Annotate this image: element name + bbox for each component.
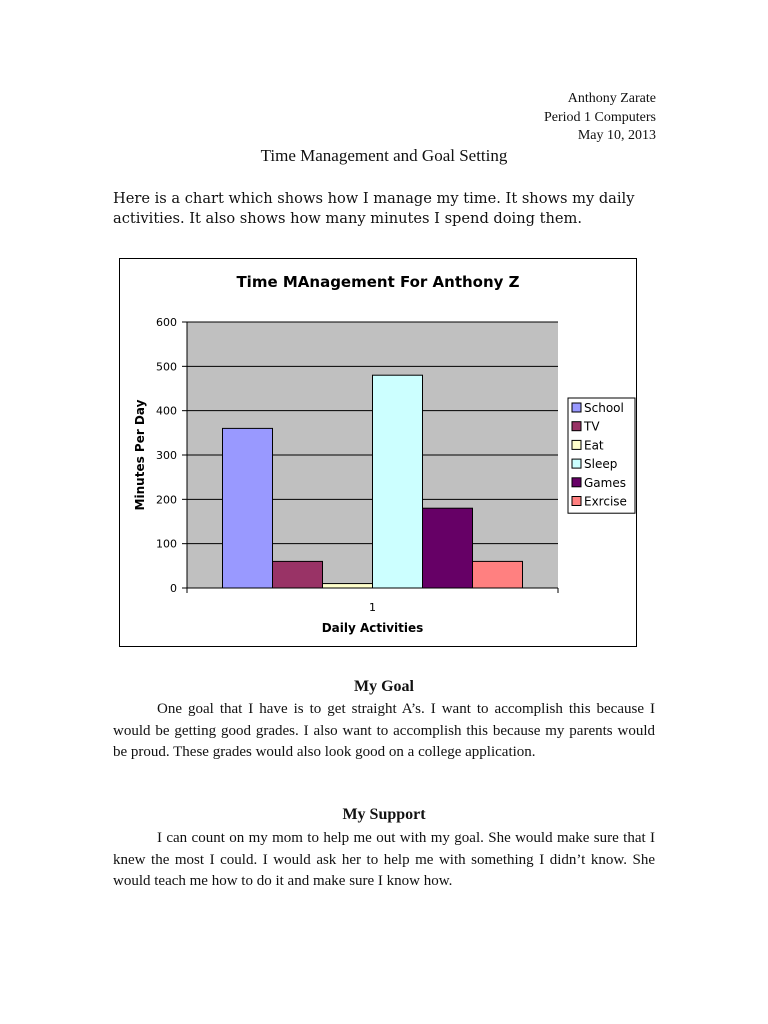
author-header: [544, 90, 656, 146]
author-name: Anthony Zarate: [567, 91, 656, 106]
bar-exrcise: [473, 561, 523, 588]
legend-swatch-sleep: [572, 459, 581, 468]
y-axis-label: Minutes Per Day: [133, 399, 147, 511]
legend-label-school: School: [584, 401, 624, 415]
bar-tv: [273, 561, 323, 588]
legend-swatch-school: [572, 403, 581, 412]
document-title: Time Management and Goal Setting: [260, 146, 508, 165]
intro-paragraph: Here is a chart which shows how I manage my time. It shows my daily activities. It also shows how many minutes I spend doing them.: [113, 190, 635, 227]
legend-label-tv: TV: [584, 419, 600, 434]
legend-swatch-games: [572, 478, 581, 487]
legend-label-eat: Eat: [584, 438, 604, 453]
legend-swatch-tv: [572, 422, 581, 431]
time-management-chart: [119, 258, 637, 647]
support-paragraph: I can count on my mom to help me out with my goal. She would make sure that I knew the most I could. I would ask her to help me with something I didn’t know. She would teach me how to do it and make sure I know how.: [113, 830, 655, 890]
legend-label-sleep: Sleep: [584, 457, 618, 472]
bar-eat: [323, 584, 373, 588]
class-period: Period 1 Computers: [544, 109, 656, 125]
legend-label-exrcise: Exrcise: [584, 494, 627, 509]
legend-swatch-exrcise: [572, 497, 581, 506]
document-date: May 10, 2013: [577, 128, 656, 143]
bar-games: [423, 508, 473, 588]
legend-label-games: Games: [584, 475, 626, 490]
y-tick-label: 0: [170, 582, 177, 595]
y-tick-label: 500: [156, 360, 177, 374]
chart-title: Time MAnagement For Anthony Z: [236, 273, 520, 291]
legend-swatch-eat: [572, 440, 581, 449]
y-tick-label: 300: [156, 449, 177, 462]
support-heading: My Support: [342, 806, 426, 823]
chart-svg: [120, 259, 636, 646]
y-tick-label: 400: [156, 404, 177, 418]
y-tick-label: 600: [156, 316, 177, 329]
x-axis-label: Daily Activities: [321, 621, 424, 635]
y-tick-label: 200: [156, 493, 177, 507]
x-tick-label: 1: [369, 601, 376, 614]
goal-heading: My Goal: [354, 678, 414, 695]
bar-school: [223, 428, 273, 588]
y-tick-label: 100: [156, 537, 177, 551]
bar-sleep: [373, 375, 423, 588]
goal-paragraph: One goal that I have is to get straight A’s. I want to accomplish this because I would be getting good grades. I also want to accomplish this because my parents would be proud. These grades would also look good on a college application.: [113, 701, 655, 761]
